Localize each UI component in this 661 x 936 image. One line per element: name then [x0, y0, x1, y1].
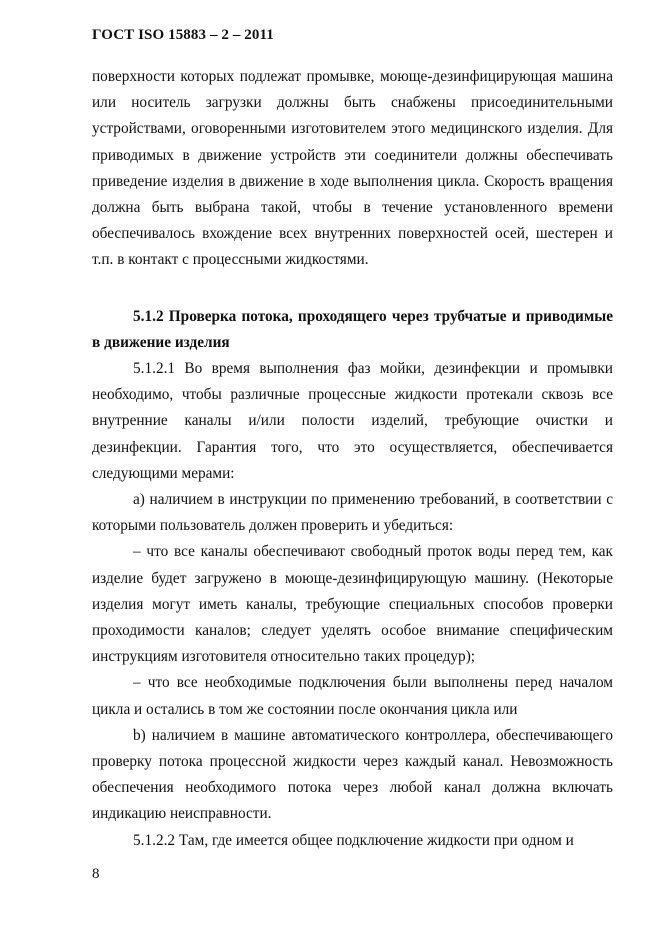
paragraph-5-1-2-2: 5.1.2.2 Там, где имеется общее подключение жидкости при одном и: [133, 831, 574, 849]
section-heading-5-1-2: 5.1.2 Проверка потока, проходящего через трубчатые и приводимые в движение изделия: [92, 307, 613, 351]
paragraph-gap: [92, 274, 613, 304]
page-number: 8: [92, 866, 100, 882]
document-header: ГОСТ ISO 15883 – 2 – 2011: [92, 27, 274, 43]
paragraph-continuation: поверхности которых подлежат промывке, моюще-дезинфицирующая машина или носитель загрузки должны быть снабжены присоединительными устройствами, оговоренными изготовителем этого медицинского изделия. Для приводимых в движение устройств эти соединители должны обеспечивать приведение изделия в движение в ходе выполнения цикла. Скорость вращения должна быть выбрана такой, чтобы в течение установленного времени обеспечивалось вхождение всех внутренних поверхностей осей, шестерен и т.п. в контакт с процессными жидкостями.: [92, 68, 613, 269]
paragraph-dash-1: – что все каналы обеспечивают свободный проток воды перед тем, как изделие будет загружено в моюще-дезинфицирующую машину. (Некоторые изделия могут иметь каналы, требующие специальных способов проверки проходимости каналов; следует уделять особое внимание специфическим инструкциям изготовителя относительно таких процедур);: [92, 543, 613, 666]
paragraph-dash-2: – что все необходимые подключения были выполнены перед началом цикла и остались в том же состоянии после окончания цикла или: [92, 674, 613, 718]
paragraph-item-b: b) наличием в машине автоматического контроллера, обеспечивающего проверку потока процессной жидкости через каждый канал. Невозможность обеспечения необходимого потока через любой канал должна включать индикацию неисправности.: [92, 726, 613, 823]
document-body: [92, 64, 613, 854]
paragraph-5-1-2-1: 5.1.2.1 Во время выполнения фаз мойки, дезинфекции и промывки необходимо, чтобы различные процессные жидкости протекали сквозь все внутренние каналы и/или полости изделий, требующие очистки и дезинфекции. Гарантия того, что это осуществляется, обеспечивается следующими мерами:: [92, 360, 613, 482]
paragraph-item-a: a) наличием в инструкции по применению требований, в соответствии с которыми пользователь должен проверить и убедиться:: [92, 491, 613, 535]
